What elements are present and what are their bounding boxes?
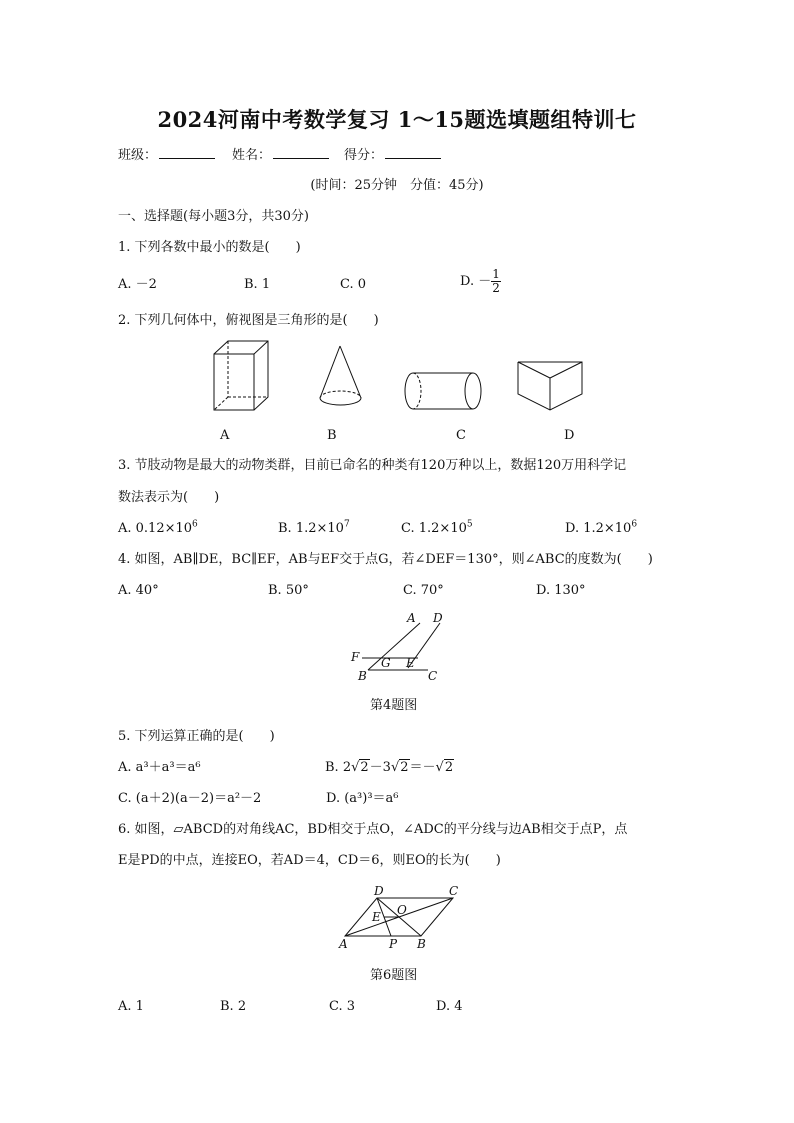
point-label-e: E xyxy=(372,910,381,924)
q2-label-b: B xyxy=(327,428,337,443)
q5-option-c: C. (a＋2)(a－2)＝a²－2 xyxy=(118,791,262,806)
sqrt-icon: √ xyxy=(435,760,444,775)
time-info: (时间：25分钟 分值：45分) xyxy=(310,178,484,193)
q3-c-base: C. 1.2×10 xyxy=(401,521,467,536)
q3-a-base: A. 0.12×10 xyxy=(118,521,193,536)
q5-option-a: A. a³＋a³＝a⁶ xyxy=(118,760,201,775)
q1-option-a: A. －2 xyxy=(118,277,157,292)
point-label-d: D xyxy=(433,611,443,625)
q3-stem-line1: 3. 节肢动物是最大的动物类群，目前已命名的种类有120万种以上，数据120万用科学记 xyxy=(118,458,627,473)
q6-option-d: D. 4 xyxy=(436,999,463,1014)
q3-b-exp: 7 xyxy=(343,519,350,530)
point-label-o: O xyxy=(397,903,407,917)
q6-option-c: C. 3 xyxy=(329,999,356,1014)
fraction-denominator: 2 xyxy=(492,281,500,295)
q5-option-d: D. (a³)³＝a⁶ xyxy=(326,791,399,806)
q3-b-base: B. 1.2×10 xyxy=(278,521,344,536)
q1-option-b: B. 1 xyxy=(244,277,271,292)
class-label: 班级： xyxy=(118,148,158,163)
q1-d-prefix: D. － xyxy=(460,274,492,289)
point-label-b: B xyxy=(417,937,426,951)
q6-caption: 第6题图 xyxy=(370,968,418,983)
q5-b-radicand2: 2 xyxy=(400,760,409,775)
q4-option-a: A. 40° xyxy=(118,583,159,598)
q5-b-mid: －3 xyxy=(369,760,391,775)
point-label-a: A xyxy=(407,611,416,625)
point-label-g: G xyxy=(381,656,391,670)
q2-label-d: D xyxy=(564,428,575,443)
q4-option-c: C. 70° xyxy=(403,583,444,598)
fraction-numerator: 1 xyxy=(492,267,500,281)
point-label-p: P xyxy=(389,937,398,951)
section-heading: 一、选择题(每小题3分，共30分) xyxy=(118,209,309,224)
sqrt-icon: √ xyxy=(351,760,360,775)
q3-a-exp: 6 xyxy=(192,519,198,530)
q6-stem-line2: E是PD的中点，连接EO，若AD＝4，CD＝6，则EO的长为( ) xyxy=(118,853,501,868)
point-label-c: C xyxy=(428,669,438,683)
q6-option-a: A. 1 xyxy=(118,999,144,1014)
q2-label-c: C xyxy=(456,428,466,443)
q2-stem: 2. 下列几何体中，俯视图是三角形的是( ) xyxy=(118,313,379,328)
name-label: 姓名： xyxy=(232,148,272,163)
q4-option-b: B. 50° xyxy=(268,583,309,598)
sqrt-icon: √ xyxy=(390,760,400,775)
point-label-c: C xyxy=(449,884,459,898)
q6-stem-line1: 6. 如图，▱ABCD的对角线AC，BD相交于点O，∠ADC的平分线与边AB相交于点P，点 xyxy=(118,822,628,837)
q6-option-b: B. 2 xyxy=(220,999,247,1014)
point-label-b: B xyxy=(358,669,367,683)
point-label-f: F xyxy=(351,650,360,664)
q3-c-exp: 5 xyxy=(466,519,473,530)
q2-label-a: A xyxy=(220,428,230,443)
q5-b-radicand1: 2 xyxy=(360,760,369,775)
point-label-e: E xyxy=(406,656,415,670)
q5-b-prefix: B. 2 xyxy=(325,760,352,775)
q3-d-base: D. 1.2×10 xyxy=(565,521,632,536)
q1-option-c: C. 0 xyxy=(340,277,367,292)
point-label-d: D xyxy=(374,884,384,898)
q4-option-d: D. 130° xyxy=(536,583,586,598)
point-label-a: A xyxy=(339,937,348,951)
score-label: 得分： xyxy=(344,148,384,163)
q3-d-exp: 6 xyxy=(631,519,638,530)
q5-b-eq: ＝－ xyxy=(409,760,436,775)
page-title: 2024河南中考数学复习 1～15题选填题组特训七 xyxy=(157,107,637,132)
q4-stem: 4. 如图，AB∥DE，BC∥EF，AB与EF交于点G，若∠DEF＝130°，则∠ABC的度数为( ) xyxy=(118,552,653,567)
q3-stem-line2: 数法表示为( ) xyxy=(118,490,220,505)
q1-stem: 1. 下列各数中最小的数是( ) xyxy=(118,240,301,255)
q5-b-radicand3: 2 xyxy=(444,760,454,775)
q5-stem: 5. 下列运算正确的是( ) xyxy=(118,729,275,744)
q4-caption: 第4题图 xyxy=(370,698,418,713)
